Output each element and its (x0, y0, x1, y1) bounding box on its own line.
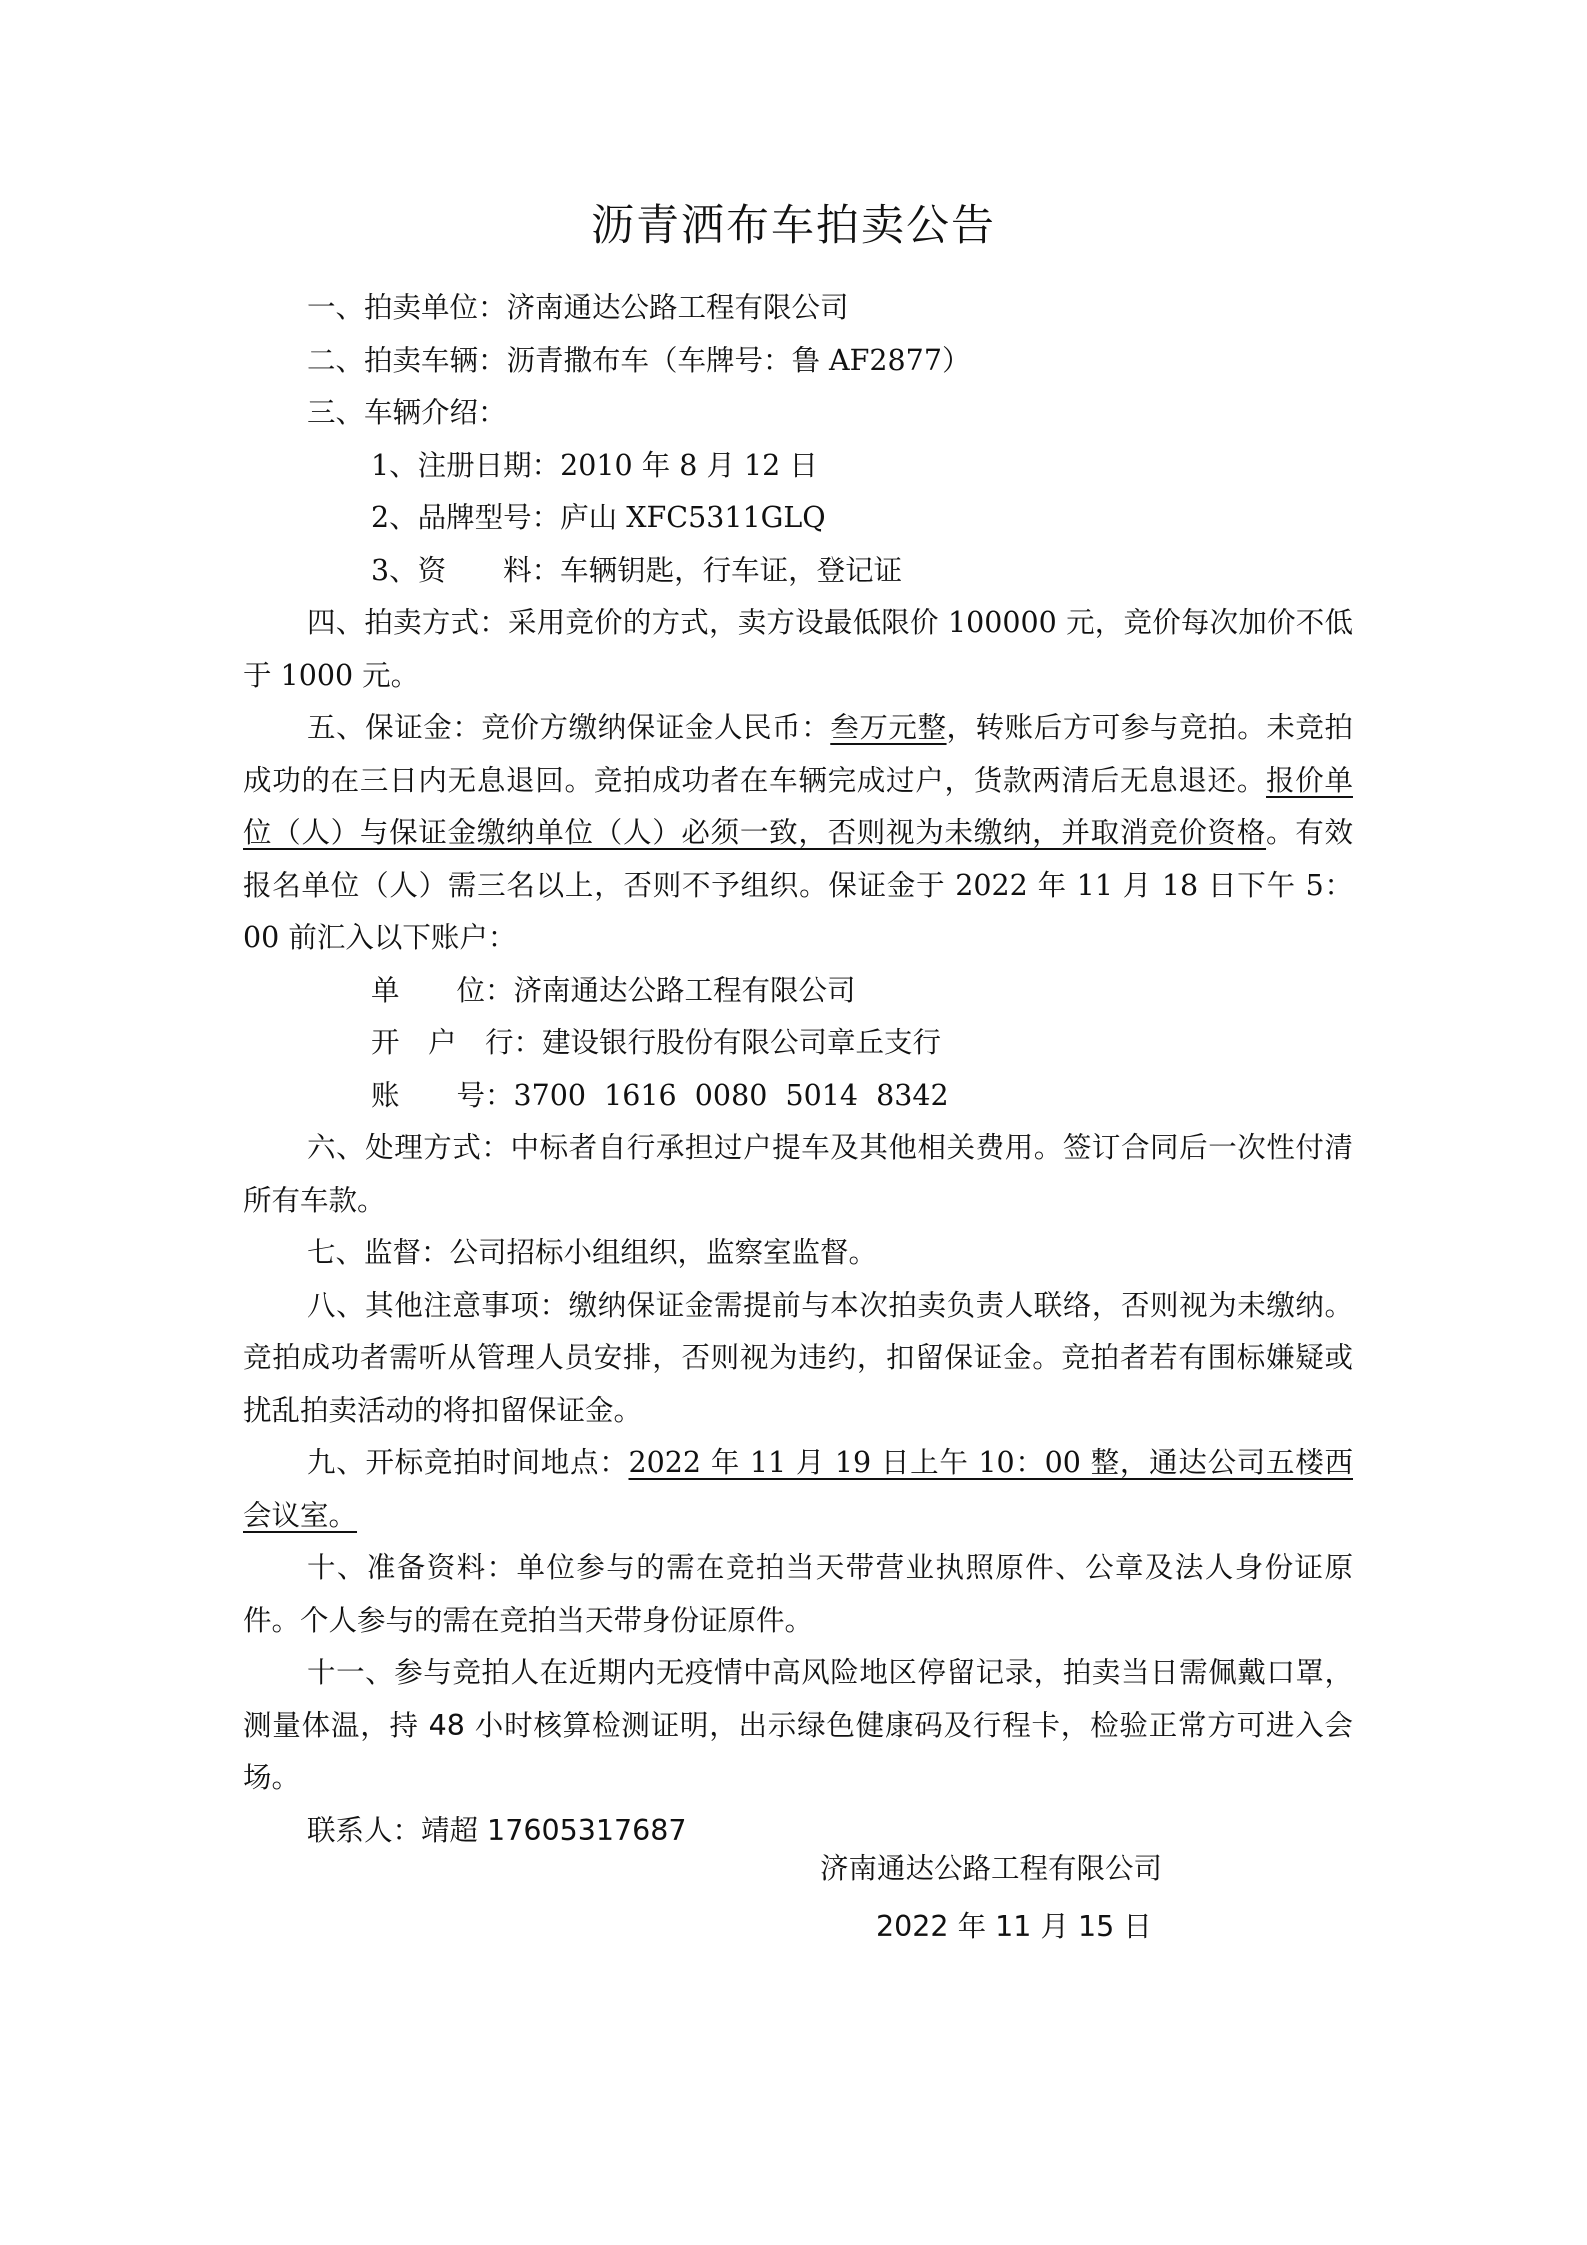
section-materials: 十、准备资料：单位参与的需在竞拍当天带营业执照原件、公章及法人身份证原件。个人参与的需在竞拍当天带身份证原件。 (243, 1551, 1353, 1637)
section-vehicle-intro: 三、车辆介绍： (307, 396, 507, 429)
deposit-emphasis: 报价单位（人）与保证金缴纳单位（人）必须一致，否则视为未缴纳，并取消竞价资格 (243, 763, 1353, 849)
account-bank: 开 户 行：建设银行股份有限公司章丘支行 (371, 1026, 942, 1059)
section-other-notes: 八、其他注意事项：缴纳保证金需提前与本次拍卖负责人联络，否则视为未缴纳。竞拍成功者需听从管理人员安排，否则视为违约，扣留保证金。竞拍者若有围标嫌疑或扰乱拍卖活动的将扣留保证金。 (243, 1288, 1353, 1427)
time-place-value: 2022 年 11 月 19 日上午 10：00 整，通达公司五楼西会议室。 (243, 1446, 1353, 1532)
section-time-place (243, 1437, 1353, 1542)
vehicle-registration-date: 1、注册日期：2010 年 8 月 12 日 (371, 448, 818, 482)
deposit-lead: 五、保证金：竞价方缴纳保证金人民币： (307, 711, 831, 744)
section-handling: 六、处理方式：中标者自行承担过户提车及其他相关费用。签订合同后一次性付清所有车款。 (243, 1131, 1353, 1217)
section-auction-unit: 一、拍卖单位：济南通达公路工程有限公司 (307, 291, 849, 324)
signature-date: 2022 年 11 月 15 日 (876, 1910, 1152, 1943)
section-deposit (243, 702, 1353, 965)
deposit-amount: 叁万元整 (830, 711, 947, 744)
account-unit: 单 位：济南通达公路工程有限公司 (371, 973, 856, 1007)
signature-block (820, 1840, 1240, 1956)
signature-company: 济南通达公路工程有限公司 (820, 1852, 1163, 1885)
document-body (243, 282, 1353, 1857)
account-number: 账 号：3700 1616 0080 5014 8342 (371, 1078, 949, 1112)
section-auction-vehicle: 二、拍卖车辆：沥青撒布车（车牌号：鲁 AF2877） (307, 343, 971, 377)
vehicle-documents: 3、资 料：车辆钥匙，行车证，登记证 (371, 553, 903, 587)
section-supervision: 七、监督：公司招标小组组织，监察室监督。 (307, 1236, 878, 1269)
time-place-lead: 九、开标竞拍时间地点： (307, 1446, 629, 1479)
deposit-tail: 。有效报名单位（人）需三名以上，否则不予组织。保证金于 2022 年 11 月 18 日下午 5：00 前汇入以下账户： (243, 816, 1353, 954)
vehicle-brand-model: 2、品牌型号：庐山 XFC5311GLQ (371, 501, 826, 534)
document-title: 沥青洒布车拍卖公告 (591, 201, 996, 251)
contact-line: 联系人：靖超 17605317687 (307, 1813, 687, 1847)
deposit-terms: ，转账后方可参与竞拍。未竞拍成功的在三日内无息退回。竞拍成功者在车辆完成过户，货款两清后无息退还。 (243, 711, 1353, 797)
section-auction-method: 四、拍卖方式：采用竞价的方式，卖方设最低限价 100000 元，竞价每次加价不低于 1000 元。 (243, 606, 1353, 692)
section-epidemic: 十一、参与竞拍人在近期内无疫情中高风险地区停留记录，拍卖当日需佩戴口罩，测量体温，持 48 小时核算检测证明，出示绿色健康码及行程卡，检验正常方可进入会场。 (243, 1656, 1353, 1794)
